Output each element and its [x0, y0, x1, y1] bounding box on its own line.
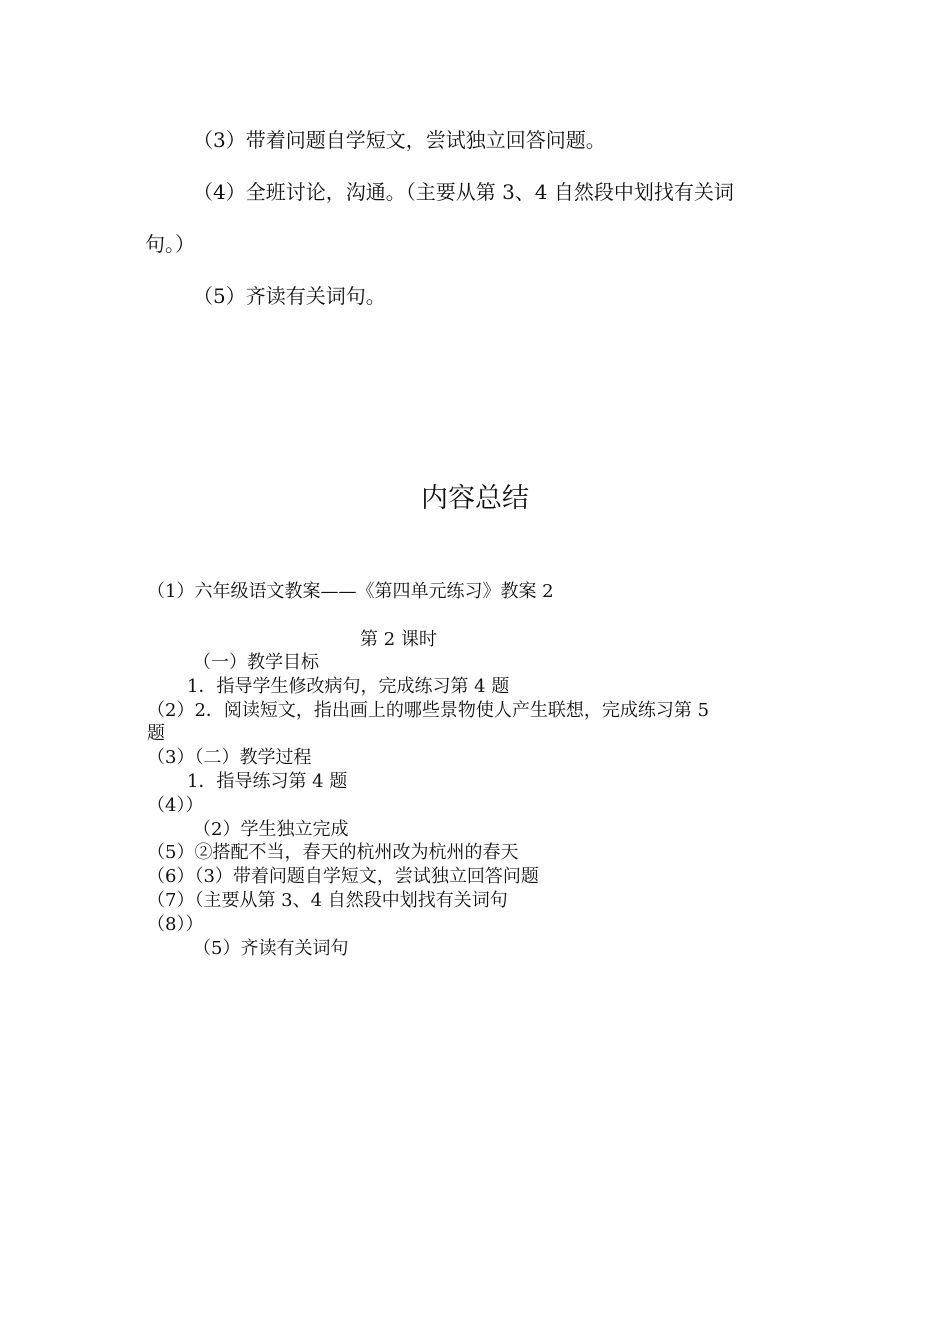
summary-item-7: （7）（主要从第 3、4 自然段中划找有关词句	[147, 890, 508, 911]
step-4-continuation: 句。）	[145, 232, 195, 256]
summary-item-2: （2）2．阅读短文，指出画上的哪些景物使人产生联想，完成练习第 5	[147, 700, 710, 721]
summary-item-8: （8））	[147, 914, 204, 935]
summary-item-2-cont: 题	[147, 723, 165, 744]
sub-step-5: （5）齐读有关词句	[193, 938, 349, 959]
summary-item-1: （1）六年级语文教案——《第四单元练习》教案 2	[147, 581, 554, 602]
summary-item-4: （4））	[147, 795, 204, 816]
process-1: 1．指导练习第 4 题	[187, 771, 348, 792]
step-5-text: （5）齐读有关词句。	[193, 284, 386, 308]
step-4-text: （4）全班讨论，沟通。（主要从第 3、4 自然段中划找有关词	[193, 180, 734, 204]
summary-item-6: （6）（3）带着问题自学短文，尝试独立回答问题	[147, 866, 539, 887]
summary-title: 内容总结	[421, 483, 529, 514]
step-3-text: （3）带着问题自学短文，尝试独立回答问题。	[193, 128, 606, 152]
summary-item-3: （3）（二）教学过程	[147, 747, 312, 768]
summary-item-5: （5）②搭配不当，春天的杭州改为杭州的春天	[147, 842, 519, 863]
goal-heading: （一）教学目标	[193, 652, 319, 673]
lesson-period: 第 2 课时	[360, 629, 437, 650]
goal-1: 1．指导学生修改病句，完成练习第 4 题	[187, 676, 510, 697]
sub-step-2: （2）学生独立完成	[193, 819, 349, 840]
